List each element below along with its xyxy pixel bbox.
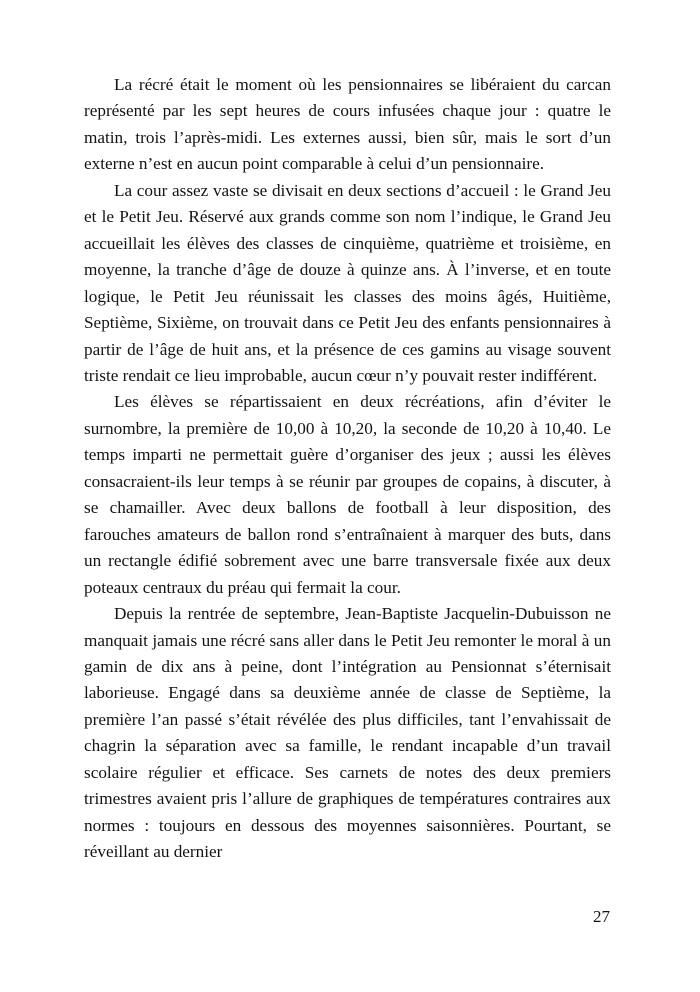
paragraph-4: Depuis la rentrée de septembre, Jean-Baptiste Jacquelin-Dubuisson ne manquait jamais une récré sans aller dans le Petit Jeu remonter le moral à un gamin de dix ans à peine, dont l’intégration au Pensionnat s’éternisait laborieuse. Engagé dans sa deuxième année de classe de Septième, la première l’an passé s’était révélée des plus difficiles, tant l’envahissait de chagrin la séparation avec sa famille, le rendant incapable d’un travail scolaire régulier et efficace. Ses carnets de notes des deux premiers trimestres avaient pris l’allure de graphiques de températures contraires aux normes : toujours en dessous des moyennes saisonnières. Pourtant, se réveillant au dernier <box>84 604 611 862</box>
paragraph-3: Les élèves se répartissaient en deux récréations, afin d’éviter le surnombre, la première de 10,00 à 10,20, la seconde de 10,20 à 10,40. Le temps imparti ne permettait guère d’organiser des jeux ; aussi les élèves consacraient-ils leur temps à se réunir par groupes de copains, à discuter, à se chamailler. Avec deux ballons de football à leur disposition, des farouches amateurs de ballon rond s’entraînaient à marquer des buts, dans un rectangle édifié sobrement avec une barre transversale fixée aux deux poteaux centraux du préau qui fermait la cour. <box>84 392 611 597</box>
book-page-body <box>84 72 611 866</box>
paragraph-1: La récré était le moment où les pensionnaires se libéraient du carcan représenté par les sept heures de cours infusées chaque jour : quatre le matin, trois l’après-midi. Les externes aussi, bien sûr, mais le sort d’un externe n’est en aucun point comparable à celui d’un pensionnaire. <box>84 75 611 174</box>
paragraph-2: La cour assez vaste se divisait en deux sections d’accueil : le Grand Jeu et le Petit Jeu. Réservé aux grands comme son nom l’indique, le Grand Jeu accueillait les élèves des classes de cinquième, quatrième et troisième, en moyenne, la tranche d’âge de douze à quinze ans. À l’inverse, et en toute logique, le Petit Jeu réunissait les classes des moins âgés, Huitième, Septième, Sixième, on trouvait dans ce Petit Jeu des enfants pensionnaires à partir de l’âge de huit ans, et la présence de ces gamins au visage souvent triste rendait ce lieu improbable, aucun cœur n’y pouvait rester indifférent. <box>84 180 611 385</box>
page-number: 27 <box>593 907 610 926</box>
